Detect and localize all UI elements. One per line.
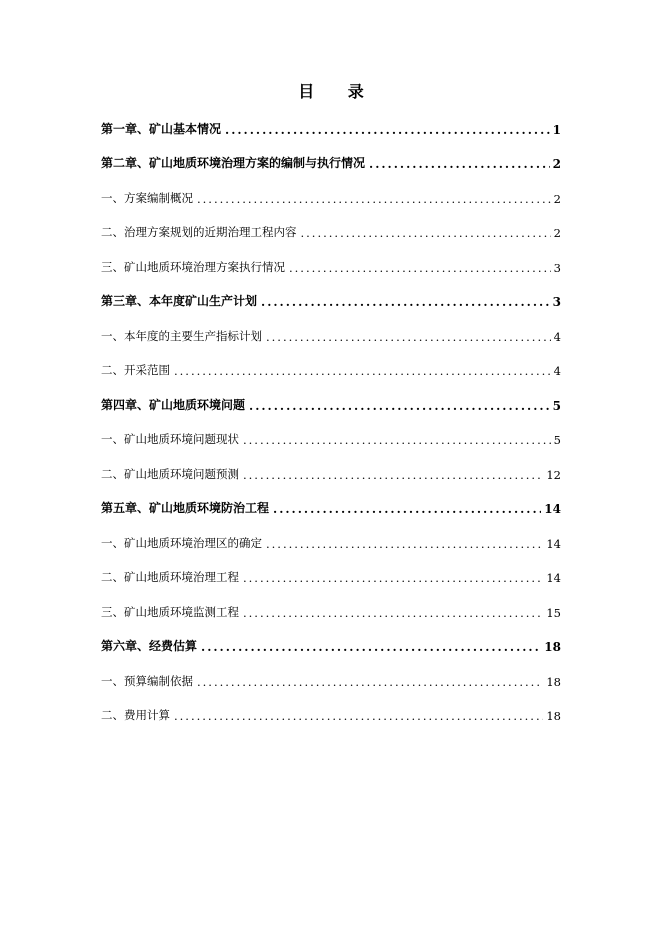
- toc-entry-chapter-1[interactable]: [101, 111, 561, 146]
- toc-entry-section[interactable]: [101, 594, 561, 629]
- toc-entry-section[interactable]: [101, 180, 561, 215]
- toc-entry-label: 二、开采范围: [101, 363, 170, 377]
- toc-entry-chapter-3[interactable]: [101, 284, 561, 319]
- toc-entry-chapter-4[interactable]: [101, 387, 561, 422]
- toc-entry-page-number: 2: [553, 226, 561, 240]
- toc-entry-page-number: 18: [544, 640, 561, 654]
- toc-entry-page-number: 12: [546, 467, 561, 482]
- dot-leader: [273, 502, 541, 516]
- toc-entry-page-number: 14: [546, 536, 561, 551]
- toc-entry-page-number: 1: [552, 122, 561, 137]
- toc-entry-page-number: 15: [546, 605, 561, 620]
- toc-entry-section[interactable]: [101, 422, 561, 457]
- toc-entry-label: 三、矿山地质环境治理方案执行情况: [101, 259, 285, 274]
- toc-entry-chapter-6[interactable]: [101, 629, 561, 664]
- toc-entry-section[interactable]: [101, 456, 561, 491]
- toc-entry-section[interactable]: [101, 560, 561, 595]
- toc-entry-page-number: 4: [553, 364, 561, 378]
- toc-entry-page-number: 18: [546, 709, 561, 723]
- toc-entry-label: 第二章、矿山地质环境治理方案的编制与执行情况: [101, 156, 366, 170]
- toc-entry-label: 二、费用计算: [101, 708, 170, 722]
- toc-entry-label: 第四章、矿山地质环境问题: [101, 397, 246, 412]
- toc-entry-label: 第六章、经费估算: [101, 639, 198, 653]
- dot-leader: [174, 709, 543, 723]
- toc-entry-chapter-5[interactable]: [101, 491, 561, 526]
- toc-entry-label: 二、矿山地质环境问题预测: [101, 466, 239, 481]
- dot-leader: [301, 226, 551, 240]
- toc-list: [101, 111, 561, 732]
- toc-entry-section[interactable]: [101, 663, 561, 698]
- dot-leader: [243, 468, 543, 482]
- toc-entry-label: 一、本年度的主要生产指标计划: [101, 328, 262, 343]
- toc-entry-label: 第五章、矿山地质环境防治工程: [101, 501, 270, 515]
- toc-entry-label: 三、矿山地质环境监测工程: [101, 604, 239, 619]
- toc-entry-label: 一、方案编制概况: [101, 190, 193, 205]
- dot-leader: [225, 123, 550, 137]
- toc-entry-label: 一、矿山地质环境治理区的确定: [101, 535, 262, 550]
- dot-leader: [243, 433, 551, 447]
- toc-entry-label: 二、矿山地质环境治理工程: [101, 570, 239, 584]
- toc-entry-page-number: 3: [553, 260, 561, 275]
- toc-entry-page-number: 5: [552, 398, 561, 413]
- toc-entry-section[interactable]: [101, 249, 561, 284]
- dot-leader: [266, 330, 551, 344]
- dot-leader: [289, 261, 551, 275]
- dot-leader: [197, 675, 543, 689]
- toc-entry-label: 一、预算编制依据: [101, 673, 193, 688]
- toc-entry-section[interactable]: [101, 525, 561, 560]
- toc-entry-page-number: 5: [553, 433, 561, 447]
- dot-leader: [197, 192, 551, 206]
- toc-entry-label: 第三章、本年度矿山生产计划: [101, 294, 258, 308]
- dot-leader: [266, 537, 543, 551]
- dot-leader: [174, 364, 551, 378]
- toc-entry-section[interactable]: [101, 215, 561, 250]
- dot-leader: [369, 157, 550, 171]
- dot-leader: [249, 399, 550, 413]
- toc-entry-section[interactable]: [101, 698, 561, 733]
- toc-entry-section[interactable]: [101, 353, 561, 388]
- toc-entry-page-number: 2: [552, 157, 561, 171]
- toc-entry-page-number: 3: [552, 295, 561, 309]
- toc-entry-page-number: 18: [546, 674, 561, 689]
- toc-entry-label: 第一章、矿山基本情况: [101, 121, 222, 136]
- toc-entry-section[interactable]: [101, 318, 561, 353]
- toc-entry-chapter-2[interactable]: [101, 146, 561, 181]
- dot-leader: [261, 295, 550, 309]
- toc-entry-page-number: 14: [544, 502, 561, 516]
- dot-leader: [243, 571, 543, 585]
- toc-title: 目 录: [298, 82, 378, 101]
- toc-entry-label: 一、矿山地质环境问题现状: [101, 432, 239, 446]
- toc-entry-page-number: 4: [553, 329, 561, 344]
- toc-entry-label: 二、治理方案规划的近期治理工程内容: [101, 225, 297, 239]
- toc-entry-page-number: 2: [553, 191, 561, 206]
- dot-leader: [243, 606, 543, 620]
- dot-leader: [201, 640, 541, 654]
- toc-entry-page-number: 14: [546, 571, 561, 585]
